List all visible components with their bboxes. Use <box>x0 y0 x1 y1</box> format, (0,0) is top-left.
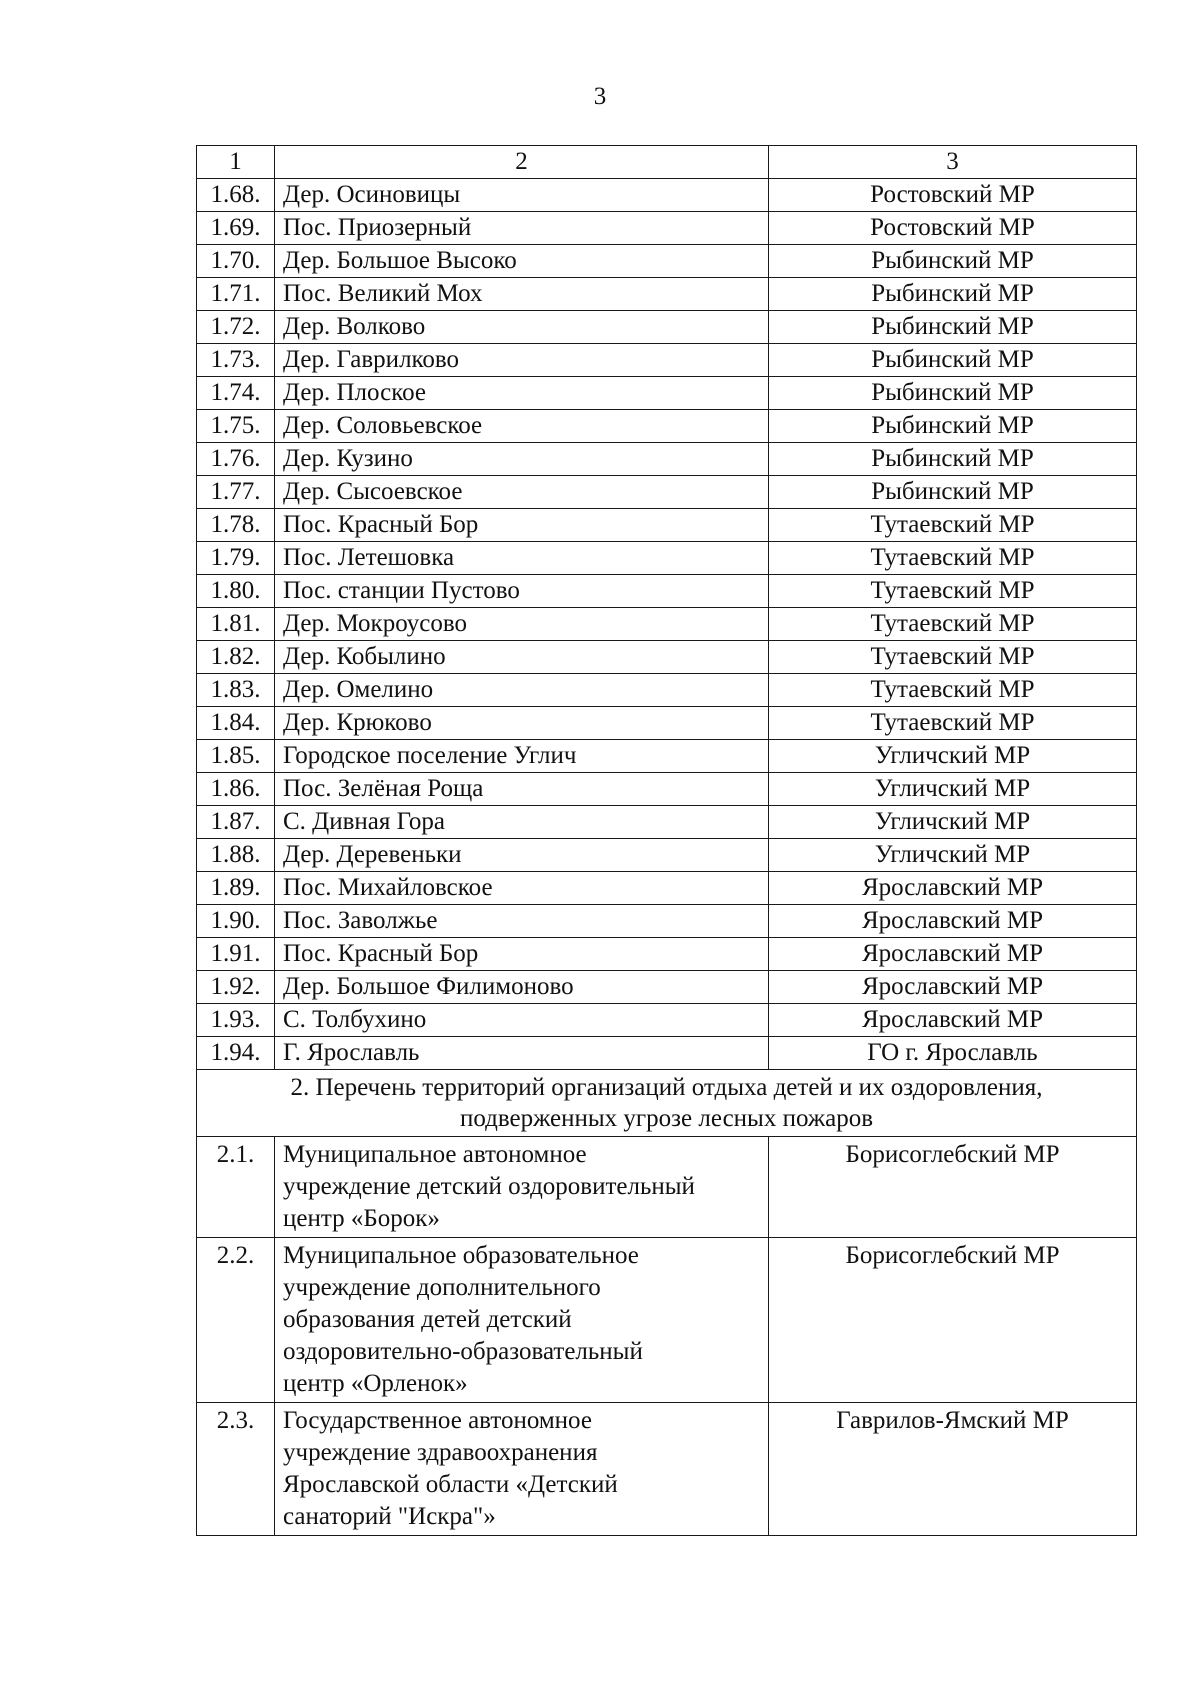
district-name: ГО г. Ярославль <box>769 1037 1137 1070</box>
settlement-name: Дер. Плоское <box>275 377 769 410</box>
district-name: Рыбинский МР <box>769 245 1137 278</box>
district-name: Угличский МР <box>769 839 1137 872</box>
settlement-name: Дер. Крюково <box>275 707 769 740</box>
district-name: Угличский МР <box>769 806 1137 839</box>
settlement-name: Пос. Зелёная Роща <box>275 773 769 806</box>
table-row <box>197 344 1137 377</box>
table-row <box>197 443 1137 476</box>
organization-name-line: учреждение детский оздоровительный <box>283 1173 695 1200</box>
table-row <box>197 410 1137 443</box>
row-number: 1.84. <box>197 707 275 740</box>
settlement-name: Дер. Кузино <box>275 443 769 476</box>
organization-name-line: санаторий "Искра"» <box>283 1503 496 1530</box>
settlement-name: Пос. Заволжье <box>275 905 769 938</box>
district-name: Угличский МР <box>769 740 1137 773</box>
district-name: Рыбинский МР <box>769 311 1137 344</box>
settlement-name: Пос. Великий Мох <box>275 278 769 311</box>
table-row <box>197 707 1137 740</box>
row-number: 1.81. <box>197 608 275 641</box>
district-name: Ярославский МР <box>769 938 1137 971</box>
column-number-row <box>197 146 1137 179</box>
row-number: 1.72. <box>197 311 275 344</box>
territories-table <box>196 145 1137 1536</box>
district-name: Тутаевский МР <box>769 707 1137 740</box>
row-number: 1.75. <box>197 410 275 443</box>
settlement-name: Пос. Приозерный <box>275 212 769 245</box>
table-row <box>197 212 1137 245</box>
organization-name-line: оздоровительно-образовательный <box>283 1338 643 1365</box>
settlement-name: Дер. Мокроусово <box>275 608 769 641</box>
table-row <box>197 1403 1137 1536</box>
row-number: 1.78. <box>197 509 275 542</box>
table-row <box>197 509 1137 542</box>
district-name: Тутаевский МР <box>769 641 1137 674</box>
table-row <box>197 905 1137 938</box>
row-number: 1.74. <box>197 377 275 410</box>
organization-name-line: образования детей детский <box>283 1306 572 1333</box>
district-name: Борисоглебский МР <box>769 1238 1137 1403</box>
organization-name-line: Ярославской области «Детский <box>283 1471 618 1498</box>
district-name: Тутаевский МР <box>769 575 1137 608</box>
row-number: 1.92. <box>197 971 275 1004</box>
district-name: Ярославский МР <box>769 872 1137 905</box>
organization-name-line: центр «Орленок» <box>283 1370 468 1397</box>
table-row <box>197 377 1137 410</box>
district-name: Ярославский МР <box>769 971 1137 1004</box>
row-number: 1.82. <box>197 641 275 674</box>
row-number: 1.79. <box>197 542 275 575</box>
row-number: 2.2. <box>197 1238 275 1403</box>
row-number: 1.68. <box>197 179 275 212</box>
district-name: Угличский МР <box>769 773 1137 806</box>
row-number: 1.85. <box>197 740 275 773</box>
table-row <box>197 740 1137 773</box>
column-number-3: 3 <box>769 146 1137 179</box>
row-number: 1.89. <box>197 872 275 905</box>
table-body <box>197 146 1137 1536</box>
row-number: 1.87. <box>197 806 275 839</box>
district-name: Рыбинский МР <box>769 377 1137 410</box>
table-row <box>197 245 1137 278</box>
district-name: Тутаевский МР <box>769 509 1137 542</box>
settlement-name: Городское поселение Углич <box>275 740 769 773</box>
organization-name-line: Государственное автономное <box>283 1407 592 1434</box>
table-row <box>197 839 1137 872</box>
column-number-1: 1 <box>197 146 275 179</box>
row-number: 1.69. <box>197 212 275 245</box>
settlement-name: С. Толбухино <box>275 1004 769 1037</box>
organization-name-line: Муниципальное образовательное <box>283 1242 639 1269</box>
organization-name-line: центр «Борок» <box>283 1205 440 1232</box>
row-number: 1.91. <box>197 938 275 971</box>
settlement-name: Дер. Большое Филимоново <box>275 971 769 1004</box>
district-name: Рыбинский МР <box>769 344 1137 377</box>
table-row <box>197 971 1137 1004</box>
row-number: 1.93. <box>197 1004 275 1037</box>
table-row <box>197 542 1137 575</box>
table-row <box>197 311 1137 344</box>
row-number: 1.80. <box>197 575 275 608</box>
settlement-name: С. Дивная Гора <box>275 806 769 839</box>
column-number-2: 2 <box>275 146 769 179</box>
table-row <box>197 674 1137 707</box>
table-row <box>197 1004 1137 1037</box>
organization-name-line: учреждение здравоохранения <box>283 1439 598 1466</box>
district-name: Ярославский МР <box>769 1004 1137 1037</box>
settlement-name: Пос. станции Пустово <box>275 575 769 608</box>
row-number: 2.1. <box>197 1137 275 1238</box>
settlement-name: Пос. Летешовка <box>275 542 769 575</box>
table-row <box>197 872 1137 905</box>
row-number: 1.94. <box>197 1037 275 1070</box>
row-number: 1.70. <box>197 245 275 278</box>
table-row <box>197 938 1137 971</box>
district-name: Рыбинский МР <box>769 476 1137 509</box>
table-row <box>197 641 1137 674</box>
settlement-name: Дер. Омелино <box>275 674 769 707</box>
table-row <box>197 773 1137 806</box>
organization-name <box>275 1238 769 1403</box>
settlement-name: Пос. Михайловское <box>275 872 769 905</box>
table-row <box>197 179 1137 212</box>
settlement-name: Дер. Большое Высоко <box>275 245 769 278</box>
district-name: Тутаевский МР <box>769 674 1137 707</box>
settlement-name: Пос. Красный Бор <box>275 509 769 542</box>
district-name: Ростовский МР <box>769 212 1137 245</box>
settlement-name: Г. Ярославль <box>275 1037 769 1070</box>
organization-name <box>275 1137 769 1238</box>
row-number: 1.83. <box>197 674 275 707</box>
table-row <box>197 608 1137 641</box>
district-name: Ростовский МР <box>769 179 1137 212</box>
row-number: 1.90. <box>197 905 275 938</box>
district-name: Тутаевский МР <box>769 542 1137 575</box>
table-row <box>197 575 1137 608</box>
settlement-name: Дер. Осиновицы <box>275 179 769 212</box>
district-name: Гаврилов-Ямский МР <box>769 1403 1137 1536</box>
district-name: Борисоглебский МР <box>769 1137 1137 1238</box>
district-name: Тутаевский МР <box>769 608 1137 641</box>
organization-name-line: учреждение дополнительного <box>283 1274 601 1301</box>
organization-name-line: Муниципальное автономное <box>283 1141 587 1168</box>
row-number: 1.88. <box>197 839 275 872</box>
table-row <box>197 278 1137 311</box>
section-heading-row <box>197 1070 1137 1137</box>
district-name: Рыбинский МР <box>769 443 1137 476</box>
settlement-name: Дер. Гаврилково <box>275 344 769 377</box>
row-number: 1.86. <box>197 773 275 806</box>
settlement-name: Дер. Кобылино <box>275 641 769 674</box>
organization-name <box>275 1403 769 1536</box>
section-heading-line: 2. Перечень территорий организаций отдыха детей и их оздоровления, <box>290 1074 1043 1101</box>
settlement-name: Дер. Волково <box>275 311 769 344</box>
row-number: 1.77. <box>197 476 275 509</box>
row-number: 1.71. <box>197 278 275 311</box>
settlement-name: Дер. Сысоевское <box>275 476 769 509</box>
district-name: Ярославский МР <box>769 905 1137 938</box>
settlement-name: Пос. Красный Бор <box>275 938 769 971</box>
district-name: Рыбинский МР <box>769 278 1137 311</box>
settlement-name: Дер. Деревеньки <box>275 839 769 872</box>
section-heading-line: подверженных угрозе лесных пожаров <box>459 1105 874 1132</box>
table-row <box>197 1238 1137 1403</box>
section-heading <box>197 1070 1137 1137</box>
row-number: 2.3. <box>197 1403 275 1536</box>
district-name: Рыбинский МР <box>769 410 1137 443</box>
settlement-name: Дер. Соловьевское <box>275 410 769 443</box>
row-number: 1.73. <box>197 344 275 377</box>
table-row <box>197 806 1137 839</box>
table-row <box>197 1137 1137 1238</box>
row-number: 1.76. <box>197 443 275 476</box>
table-row <box>197 476 1137 509</box>
page-number: 3 <box>593 83 607 110</box>
table-row <box>197 1037 1137 1070</box>
